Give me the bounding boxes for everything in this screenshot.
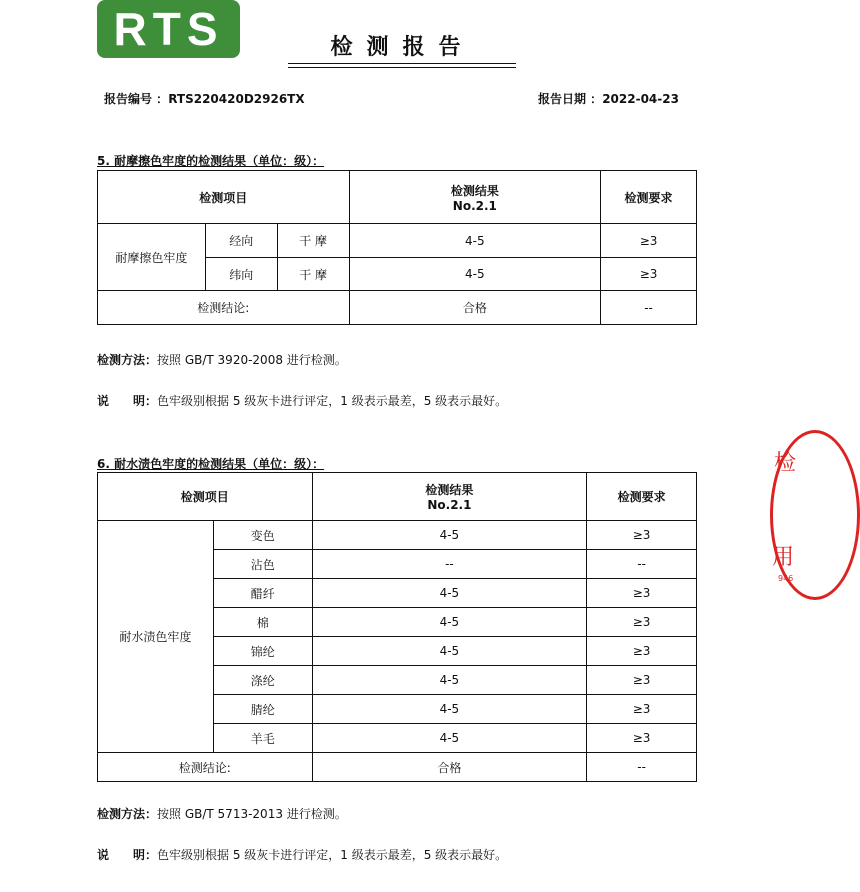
conclusion-label: 检测结论:: [98, 291, 350, 325]
direction-cell: 经向: [205, 224, 277, 258]
method-label: 检测方法：: [97, 353, 158, 367]
requirement-cell: ≥3: [587, 608, 697, 637]
conclusion-requirement: --: [587, 753, 697, 782]
note-label: 说 明：: [97, 848, 158, 862]
section5-note: [97, 392, 507, 409]
section6-title: 6. 耐水渍色牢度的检测结果（单位：级）：: [97, 457, 325, 471]
requirement-cell: ≥3: [587, 521, 697, 550]
sub-item-cell: 羊毛: [213, 724, 312, 753]
requirement-cell: ≥3: [601, 258, 697, 291]
result-cell: 4-5: [312, 521, 587, 550]
header-sample: No.2.1: [427, 498, 472, 512]
result-cell: 4-5: [312, 695, 587, 724]
stamp-char-2: 用: [772, 545, 795, 570]
requirement-cell: ≥3: [601, 224, 697, 258]
conclusion-value: 合格: [312, 753, 587, 782]
report-title: 检测报告: [330, 35, 475, 60]
property-cell: 耐水渍色牢度: [98, 521, 214, 753]
requirement-cell: --: [587, 550, 697, 579]
rts-logo: RTS: [97, 0, 240, 58]
conclusion-label: 检测结论:: [98, 753, 313, 782]
result-cell: 4-5: [349, 258, 601, 291]
section5-title: 5. 耐摩擦色牢度的检测结果（单位：级）：: [97, 154, 325, 168]
conclusion-requirement: --: [601, 291, 697, 325]
note-text: 色牢级别根据 5 级灰卡进行评定，1 级表示最差，5 级表示最好。: [157, 394, 508, 408]
sub-item-cell: 锦纶: [213, 637, 312, 666]
header-requirement: 检测要求: [601, 171, 697, 224]
report-date-label: 报告日期 ：: [538, 92, 603, 106]
result-cell: 4-5: [312, 579, 587, 608]
requirement-cell: ≥3: [587, 637, 697, 666]
section6-method: [97, 805, 347, 822]
direction-cell: 纬向: [205, 258, 277, 291]
result-cell: 4-5: [349, 224, 601, 258]
method-text: 按照 GB/T 3920-2008 进行检测。: [157, 353, 347, 367]
header-result-label: 检测结果: [425, 483, 474, 497]
header-sample: No.2.1: [452, 198, 497, 213]
rubbing-fastness-table: [97, 170, 697, 325]
sub-item-cell: 涤纶: [213, 666, 312, 695]
property-cell: 耐摩擦色牢度: [98, 224, 206, 291]
sub-item-cell: 棉: [213, 608, 312, 637]
sub-item-cell: 沾色: [213, 550, 312, 579]
section5-method: [97, 351, 347, 368]
header-requirement: 检测要求: [587, 473, 697, 521]
result-cell: 4-5: [312, 666, 587, 695]
section6-note: [97, 846, 507, 863]
mode-cell: 干 摩: [277, 258, 349, 291]
sub-item-cell: 醋纤: [213, 579, 312, 608]
note-text: 色牢级别根据 5 级灰卡进行评定，1 级表示最差，5 级表示最好。: [157, 848, 508, 862]
sub-item-cell: 腈纶: [213, 695, 312, 724]
method-text: 按照 GB/T 5713-2013 进行检测。: [157, 807, 347, 821]
requirement-cell: ≥3: [587, 579, 697, 608]
sub-item-cell: 变色: [213, 521, 312, 550]
header-item: 检测项目: [98, 473, 313, 521]
mode-cell: 干 摩: [277, 224, 349, 258]
header-result-label: 检测结果: [450, 183, 499, 198]
result-cell: --: [312, 550, 587, 579]
report-number-value: RTS220420D2926TX: [168, 92, 305, 106]
header-item: 检测项目: [98, 171, 350, 224]
report-date-value: 2022-04-23: [602, 92, 679, 106]
report-number-label: 报告编号 ：: [104, 92, 169, 106]
header-result: [312, 473, 587, 521]
result-cell: 4-5: [312, 608, 587, 637]
stamp-char-1: 检: [774, 451, 797, 476]
water-spotting-fastness-table: [97, 472, 697, 782]
title-underline: [288, 63, 516, 64]
result-cell: 4-5: [312, 637, 587, 666]
stamp-number: 946: [778, 574, 794, 583]
note-label: 说 明：: [97, 394, 158, 408]
title-underline-2: [288, 67, 516, 68]
requirement-cell: ≥3: [587, 666, 697, 695]
report-number: [104, 90, 305, 107]
requirement-cell: ≥3: [587, 695, 697, 724]
method-label: 检测方法：: [97, 807, 158, 821]
header-result: [349, 171, 601, 224]
conclusion-value: 合格: [349, 291, 601, 325]
report-date: [538, 90, 679, 107]
result-cell: 4-5: [312, 724, 587, 753]
requirement-cell: ≥3: [587, 724, 697, 753]
